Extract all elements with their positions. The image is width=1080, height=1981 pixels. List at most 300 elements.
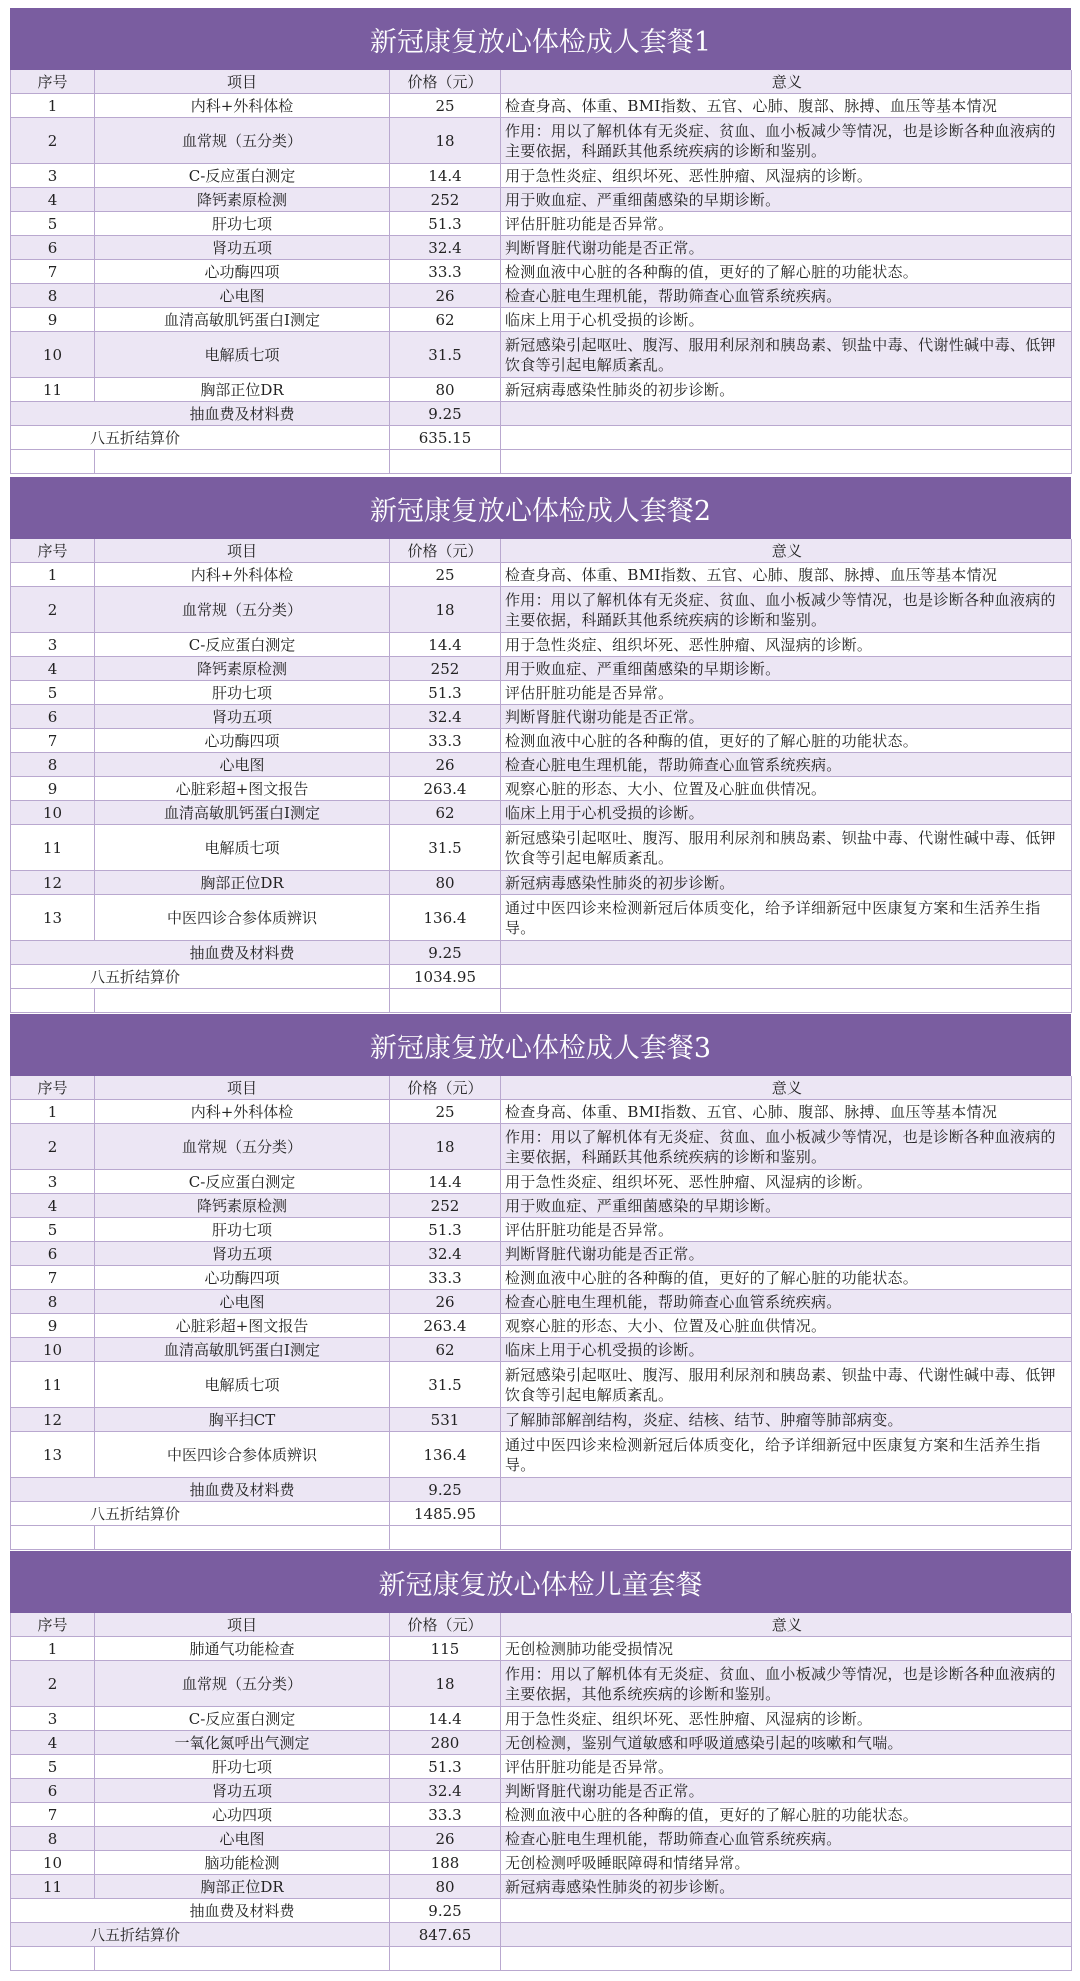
item-meaning	[501, 1242, 1072, 1266]
table-row	[11, 777, 1072, 801]
item-meaning	[501, 777, 1072, 801]
item-name: 肾功五项	[95, 1242, 390, 1266]
item-meaning-text: 检测血液中心脏的各种酶的值，更好的了解心脏的功能状态。	[505, 1268, 919, 1287]
total-label: 八五折结算价	[11, 1923, 390, 1947]
item-name: 一氧化氮呼出气测定	[95, 1731, 390, 1755]
item-number: 1	[11, 94, 95, 118]
item-name: 心功酶四项	[95, 260, 390, 284]
item-price: 26	[390, 753, 501, 777]
item-name: 肺通气功能检查	[95, 1637, 390, 1661]
item-name: 胸部正位DR	[95, 1875, 390, 1899]
item-price: 33.3	[390, 1803, 501, 1827]
item-name: 电解质七项	[95, 1362, 390, 1408]
item-price: 62	[390, 1338, 501, 1362]
item-number: 1	[11, 563, 95, 587]
item-name: 血常规（五分类）	[95, 1661, 390, 1707]
column-header-text: 意义	[771, 541, 803, 560]
item-name: 脑功能检测	[95, 1851, 390, 1875]
item-meaning	[501, 753, 1072, 777]
table-row	[11, 188, 1072, 212]
item-price: 263.4	[390, 1314, 501, 1338]
item-price: 26	[390, 284, 501, 308]
item-name: 血常规（五分类）	[95, 1124, 390, 1170]
item-price: 25	[390, 563, 501, 587]
fee-row	[11, 1478, 1072, 1502]
item-name: 电解质七项	[95, 825, 390, 871]
table-row	[11, 1637, 1072, 1661]
fee-blank	[11, 941, 95, 965]
item-number: 3	[11, 164, 95, 188]
spacer-cell	[95, 1947, 390, 1971]
spacer-cell	[390, 1526, 501, 1550]
fee-label: 抽血费及材料费	[95, 1478, 390, 1502]
column-header	[501, 70, 1072, 94]
item-meaning	[501, 1124, 1072, 1170]
item-meaning	[501, 1170, 1072, 1194]
item-name: 血常规（五分类）	[95, 587, 390, 633]
item-name: 肝功七项	[95, 212, 390, 236]
total-note	[501, 426, 1072, 450]
package-title: 新冠康复放心体检成人套餐3	[10, 1014, 1071, 1076]
column-header	[501, 1613, 1072, 1637]
table-row	[11, 1408, 1072, 1432]
item-number: 6	[11, 1242, 95, 1266]
item-name: 内科+外科体检	[95, 94, 390, 118]
fee-value: 9.25	[390, 1478, 501, 1502]
item-price: 14.4	[390, 633, 501, 657]
spacer-cell	[501, 1947, 1072, 1971]
item-meaning	[501, 1408, 1072, 1432]
item-price: 188	[390, 1851, 501, 1875]
item-number: 10	[11, 1851, 95, 1875]
item-meaning	[501, 308, 1072, 332]
item-meaning-text: 新冠感染引起呕吐、腹泻、服用利尿剂和胰岛素、钡盐中毒、代谢性碱中毒、低钾饮食等引起电解质紊乱。	[505, 335, 1056, 374]
fee-label: 抽血费及材料费	[95, 1899, 390, 1923]
column-header: 价格（元）	[390, 539, 501, 563]
table-row	[11, 1731, 1072, 1755]
item-number: 5	[11, 1755, 95, 1779]
spacer-cell	[390, 989, 501, 1013]
item-price: 32.4	[390, 1242, 501, 1266]
item-name: 中医四诊合参体质辨识	[95, 1432, 390, 1478]
item-name: 心功四项	[95, 1803, 390, 1827]
column-header: 序号	[11, 539, 95, 563]
fee-row	[11, 941, 1072, 965]
item-name: 内科+外科体检	[95, 1100, 390, 1124]
total-note	[501, 1923, 1072, 1947]
item-meaning-text: 用于急性炎症、组织坏死、恶性肿瘤、风湿病的诊断。	[505, 635, 873, 654]
item-meaning-text: 临床上用于心机受损的诊断。	[505, 1340, 704, 1359]
spacer-cell	[11, 450, 95, 474]
item-number: 4	[11, 1731, 95, 1755]
item-price: 80	[390, 1875, 501, 1899]
item-price: 51.3	[390, 681, 501, 705]
item-number: 5	[11, 212, 95, 236]
table-header-row	[11, 70, 1072, 94]
table-row	[11, 753, 1072, 777]
item-number: 1	[11, 1637, 95, 1661]
item-number: 7	[11, 1803, 95, 1827]
item-name: 肾功五项	[95, 705, 390, 729]
item-meaning-text: 评估肝脏功能是否异常。	[505, 1757, 674, 1776]
item-number: 11	[11, 1875, 95, 1899]
item-name: 肾功五项	[95, 236, 390, 260]
fee-row	[11, 402, 1072, 426]
fee-label: 抽血费及材料费	[95, 402, 390, 426]
item-meaning-text: 无创检测，鉴别气道敏感和呼吸道感染引起的咳嗽和气喘。	[505, 1733, 903, 1752]
item-price: 32.4	[390, 1779, 501, 1803]
item-meaning	[501, 1290, 1072, 1314]
column-header	[501, 1076, 1072, 1100]
spacer-cell	[501, 989, 1072, 1013]
spacer-cell	[11, 1526, 95, 1550]
item-meaning	[501, 188, 1072, 212]
total-note	[501, 1502, 1072, 1526]
item-price: 136.4	[390, 895, 501, 941]
fee-blank	[11, 1899, 95, 1923]
column-header: 序号	[11, 70, 95, 94]
item-meaning-text: 了解肺部解剖结构，炎症、结核、结节、肿瘤等肺部病变。	[505, 1410, 903, 1429]
item-number: 11	[11, 378, 95, 402]
item-name: 肝功七项	[95, 1755, 390, 1779]
total-label: 八五折结算价	[11, 426, 390, 450]
spacer-row	[11, 989, 1072, 1013]
item-name: 心电图	[95, 284, 390, 308]
item-name: C-反应蛋白测定	[95, 1170, 390, 1194]
item-number: 8	[11, 284, 95, 308]
item-meaning-text: 用于急性炎症、组织坏死、恶性肿瘤、风湿病的诊断。	[505, 1709, 873, 1728]
table-row	[11, 657, 1072, 681]
item-meaning	[501, 236, 1072, 260]
table-row	[11, 1266, 1072, 1290]
item-meaning	[501, 657, 1072, 681]
package-title: 新冠康复放心体检儿童套餐	[10, 1551, 1071, 1613]
item-meaning	[501, 1338, 1072, 1362]
item-meaning	[501, 1637, 1072, 1661]
item-number: 13	[11, 1432, 95, 1478]
table-row	[11, 681, 1072, 705]
item-number: 11	[11, 1362, 95, 1408]
item-number: 1	[11, 1100, 95, 1124]
item-number: 13	[11, 895, 95, 941]
item-meaning-text: 新冠病毒感染性肺炎的初步诊断。	[505, 873, 735, 892]
item-meaning	[501, 1266, 1072, 1290]
item-meaning	[501, 1194, 1072, 1218]
item-price: 31.5	[390, 825, 501, 871]
fee-row	[11, 1899, 1072, 1923]
item-meaning	[501, 871, 1072, 895]
item-number: 9	[11, 1314, 95, 1338]
item-price: 51.3	[390, 1218, 501, 1242]
item-number: 4	[11, 657, 95, 681]
table-row	[11, 587, 1072, 633]
table-row	[11, 871, 1072, 895]
item-meaning-text: 检查心脏电生理机能，帮助筛查心血管系统疾病。	[505, 1829, 842, 1848]
table-row	[11, 1803, 1072, 1827]
item-meaning	[501, 1851, 1072, 1875]
item-number: 3	[11, 633, 95, 657]
table-row	[11, 1755, 1072, 1779]
item-meaning	[501, 681, 1072, 705]
column-header: 价格（元）	[390, 1613, 501, 1637]
item-name: 心脏彩超+图文报告	[95, 1314, 390, 1338]
item-meaning-text: 用于败血症、严重细菌感染的早期诊断。	[505, 190, 781, 209]
item-name: 肝功七项	[95, 681, 390, 705]
table-row	[11, 1875, 1072, 1899]
item-price: 62	[390, 801, 501, 825]
item-meaning	[501, 1432, 1072, 1478]
table-row	[11, 1661, 1072, 1707]
item-price: 33.3	[390, 260, 501, 284]
item-meaning	[501, 825, 1072, 871]
item-meaning	[501, 1731, 1072, 1755]
item-number: 8	[11, 1827, 95, 1851]
table-row	[11, 236, 1072, 260]
item-meaning	[501, 563, 1072, 587]
item-meaning	[501, 633, 1072, 657]
fee-note	[501, 1899, 1072, 1923]
fee-blank	[11, 402, 95, 426]
total-value: 847.65	[390, 1923, 501, 1947]
table-row	[11, 378, 1072, 402]
item-meaning-text: 判断肾脏代谢功能是否正常。	[505, 707, 704, 726]
item-meaning	[501, 118, 1072, 164]
item-number: 7	[11, 260, 95, 284]
item-meaning-text: 通过中医四诊来检测新冠后体质变化，给予详细新冠中医康复方案和生活养生指导。	[505, 898, 1041, 937]
item-name: 降钙素原检测	[95, 188, 390, 212]
package-table	[10, 70, 1072, 474]
total-label: 八五折结算价	[11, 965, 390, 989]
total-value: 1034.95	[390, 965, 501, 989]
table-row	[11, 563, 1072, 587]
table-row	[11, 1707, 1072, 1731]
item-price: 26	[390, 1290, 501, 1314]
item-meaning	[501, 1827, 1072, 1851]
item-price: 25	[390, 94, 501, 118]
item-number: 12	[11, 871, 95, 895]
item-meaning	[501, 1803, 1072, 1827]
item-number: 9	[11, 308, 95, 332]
item-price: 136.4	[390, 1432, 501, 1478]
item-name: 心功酶四项	[95, 1266, 390, 1290]
item-meaning-text: 作用：用以了解机体有无炎症、贫血、血小板减少等情况，也是诊断各种血液病的主要依据，科踊跃其他系统疾病的诊断和鉴别。	[505, 121, 1056, 160]
spacer-cell	[95, 1526, 390, 1550]
total-row	[11, 426, 1072, 450]
item-number: 2	[11, 1661, 95, 1707]
item-price: 18	[390, 587, 501, 633]
item-price: 14.4	[390, 1170, 501, 1194]
item-meaning	[501, 895, 1072, 941]
item-number: 7	[11, 1266, 95, 1290]
total-label: 八五折结算价	[11, 1502, 390, 1526]
item-meaning	[501, 332, 1072, 378]
item-number: 12	[11, 1408, 95, 1432]
item-price: 80	[390, 378, 501, 402]
column-header-text: 意义	[771, 1078, 803, 1097]
item-meaning-text: 观察心脏的形态、大小、位置及心脏血供情况。	[505, 779, 827, 798]
item-price: 32.4	[390, 705, 501, 729]
package-title: 新冠康复放心体检成人套餐1	[10, 8, 1071, 70]
item-meaning-text: 检查心脏电生理机能，帮助筛查心血管系统疾病。	[505, 1292, 842, 1311]
table-row	[11, 1218, 1072, 1242]
item-meaning	[501, 705, 1072, 729]
item-meaning-text: 新冠病毒感染性肺炎的初步诊断。	[505, 380, 735, 399]
item-name: 中医四诊合参体质辨识	[95, 895, 390, 941]
item-meaning	[501, 801, 1072, 825]
item-meaning	[501, 587, 1072, 633]
item-price: 25	[390, 1100, 501, 1124]
item-price: 252	[390, 1194, 501, 1218]
total-value: 1485.95	[390, 1502, 501, 1526]
item-number: 10	[11, 1338, 95, 1362]
item-name: 心电图	[95, 1290, 390, 1314]
item-meaning	[501, 1661, 1072, 1707]
package-table	[10, 539, 1072, 1013]
table-row	[11, 1194, 1072, 1218]
total-row	[11, 1923, 1072, 1947]
item-price: 51.3	[390, 1755, 501, 1779]
item-name: 肾功五项	[95, 1779, 390, 1803]
item-meaning	[501, 1218, 1072, 1242]
item-meaning	[501, 94, 1072, 118]
item-name: 肝功七项	[95, 1218, 390, 1242]
item-price: 252	[390, 657, 501, 681]
table-row	[11, 1242, 1072, 1266]
total-note	[501, 965, 1072, 989]
table-row	[11, 94, 1072, 118]
fee-note	[501, 941, 1072, 965]
spacer-row	[11, 1526, 1072, 1550]
item-meaning-text: 检查身高、体重、BMI指数、五官、心肺、腹部、脉搏、血压等基本情况	[505, 1102, 998, 1121]
item-price: 263.4	[390, 777, 501, 801]
item-name: 心脏彩超+图文报告	[95, 777, 390, 801]
table-row	[11, 705, 1072, 729]
item-number: 10	[11, 332, 95, 378]
item-price: 280	[390, 1731, 501, 1755]
item-meaning-text: 检测血液中心脏的各种酶的值，更好的了解心脏的功能状态。	[505, 731, 919, 750]
item-meaning	[501, 1362, 1072, 1408]
item-meaning-text: 评估肝脏功能是否异常。	[505, 214, 674, 233]
item-number: 5	[11, 1218, 95, 1242]
table-row	[11, 633, 1072, 657]
total-value: 635.15	[390, 426, 501, 450]
item-price: 18	[390, 1124, 501, 1170]
table-row	[11, 825, 1072, 871]
table-row	[11, 1432, 1072, 1478]
spacer-cell	[390, 450, 501, 474]
item-price: 31.5	[390, 332, 501, 378]
item-meaning-text: 新冠感染引起呕吐、腹泻、服用利尿剂和胰岛素、钡盐中毒、代谢性碱中毒、低钾饮食等引起电解质紊乱。	[505, 1365, 1056, 1404]
item-name: 血清高敏肌钙蛋白I测定	[95, 1338, 390, 1362]
item-meaning-text: 检测血液中心脏的各种酶的值，更好的了解心脏的功能状态。	[505, 1805, 919, 1824]
column-header: 序号	[11, 1613, 95, 1637]
spacer-cell	[11, 1947, 95, 1971]
package-title: 新冠康复放心体检成人套餐2	[10, 477, 1071, 539]
item-meaning-text: 无创检测呼吸睡眠障碍和情绪异常。	[505, 1853, 750, 1872]
table-row	[11, 895, 1072, 941]
item-price: 14.4	[390, 1707, 501, 1731]
item-meaning-text: 临床上用于心机受损的诊断。	[505, 803, 704, 822]
fee-note	[501, 1478, 1072, 1502]
item-meaning-text: 作用：用以了解机体有无炎症、贫血、血小板减少等情况，也是诊断各种血液病的主要依据，科踊跃其他系统疾病的诊断和鉴别。	[505, 1127, 1056, 1166]
item-name: 血常规（五分类）	[95, 118, 390, 164]
fee-value: 9.25	[390, 941, 501, 965]
column-header: 序号	[11, 1076, 95, 1100]
table-row	[11, 1851, 1072, 1875]
item-price: 32.4	[390, 236, 501, 260]
column-header-text: 意义	[771, 1615, 803, 1634]
item-meaning-text: 检查身高、体重、BMI指数、五官、心肺、腹部、脉搏、血压等基本情况	[505, 565, 998, 584]
column-header: 价格（元）	[390, 1076, 501, 1100]
spacer-cell	[95, 450, 390, 474]
table-row	[11, 1170, 1072, 1194]
item-meaning-text: 用于败血症、严重细菌感染的早期诊断。	[505, 1196, 781, 1215]
item-price: 33.3	[390, 1266, 501, 1290]
item-number: 11	[11, 825, 95, 871]
item-meaning	[501, 1875, 1072, 1899]
item-meaning	[501, 1779, 1072, 1803]
item-meaning-text: 评估肝脏功能是否异常。	[505, 683, 674, 702]
item-meaning-text: 新冠感染引起呕吐、腹泻、服用利尿剂和胰岛素、钡盐中毒、代谢性碱中毒、低钾饮食等引起电解质紊乱。	[505, 828, 1056, 867]
table-row	[11, 212, 1072, 236]
item-number: 8	[11, 753, 95, 777]
item-meaning	[501, 1755, 1072, 1779]
item-name: 心功酶四项	[95, 729, 390, 753]
item-meaning	[501, 729, 1072, 753]
table-row	[11, 1100, 1072, 1124]
item-number: 10	[11, 801, 95, 825]
item-price: 80	[390, 871, 501, 895]
item-meaning	[501, 284, 1072, 308]
table-row	[11, 1779, 1072, 1803]
item-meaning-text: 新冠病毒感染性肺炎的初步诊断。	[505, 1877, 735, 1896]
spacer-cell	[501, 450, 1072, 474]
item-meaning-text: 用于急性炎症、组织坏死、恶性肿瘤、风湿病的诊断。	[505, 1172, 873, 1191]
column-header: 项目	[95, 1076, 390, 1100]
item-number: 6	[11, 236, 95, 260]
item-name: 胸部正位DR	[95, 378, 390, 402]
spacer-cell	[11, 989, 95, 1013]
spacer-cell	[95, 989, 390, 1013]
fee-value: 9.25	[390, 402, 501, 426]
fee-blank	[11, 1478, 95, 1502]
item-name: 心电图	[95, 1827, 390, 1851]
item-meaning	[501, 1100, 1072, 1124]
item-number: 9	[11, 777, 95, 801]
item-meaning-text: 临床上用于心机受损的诊断。	[505, 310, 704, 329]
item-meaning	[501, 378, 1072, 402]
item-price: 115	[390, 1637, 501, 1661]
item-number: 4	[11, 188, 95, 212]
table-row	[11, 1290, 1072, 1314]
item-meaning-text: 无创检测肺功能受损情况	[505, 1639, 674, 1658]
fee-value: 9.25	[390, 1899, 501, 1923]
item-name: C-反应蛋白测定	[95, 633, 390, 657]
table-row	[11, 1362, 1072, 1408]
item-meaning	[501, 212, 1072, 236]
item-price: 62	[390, 308, 501, 332]
item-number: 2	[11, 587, 95, 633]
table-row	[11, 729, 1072, 753]
item-price: 14.4	[390, 164, 501, 188]
item-meaning-text: 通过中医四诊来检测新冠后体质变化，给予详细新冠中医康复方案和生活养生指导。	[505, 1435, 1041, 1474]
column-header: 项目	[95, 539, 390, 563]
item-name: 降钙素原检测	[95, 657, 390, 681]
item-name: 降钙素原检测	[95, 1194, 390, 1218]
item-price: 51.3	[390, 212, 501, 236]
spacer-row	[11, 1947, 1072, 1971]
spacer-cell	[501, 1526, 1072, 1550]
